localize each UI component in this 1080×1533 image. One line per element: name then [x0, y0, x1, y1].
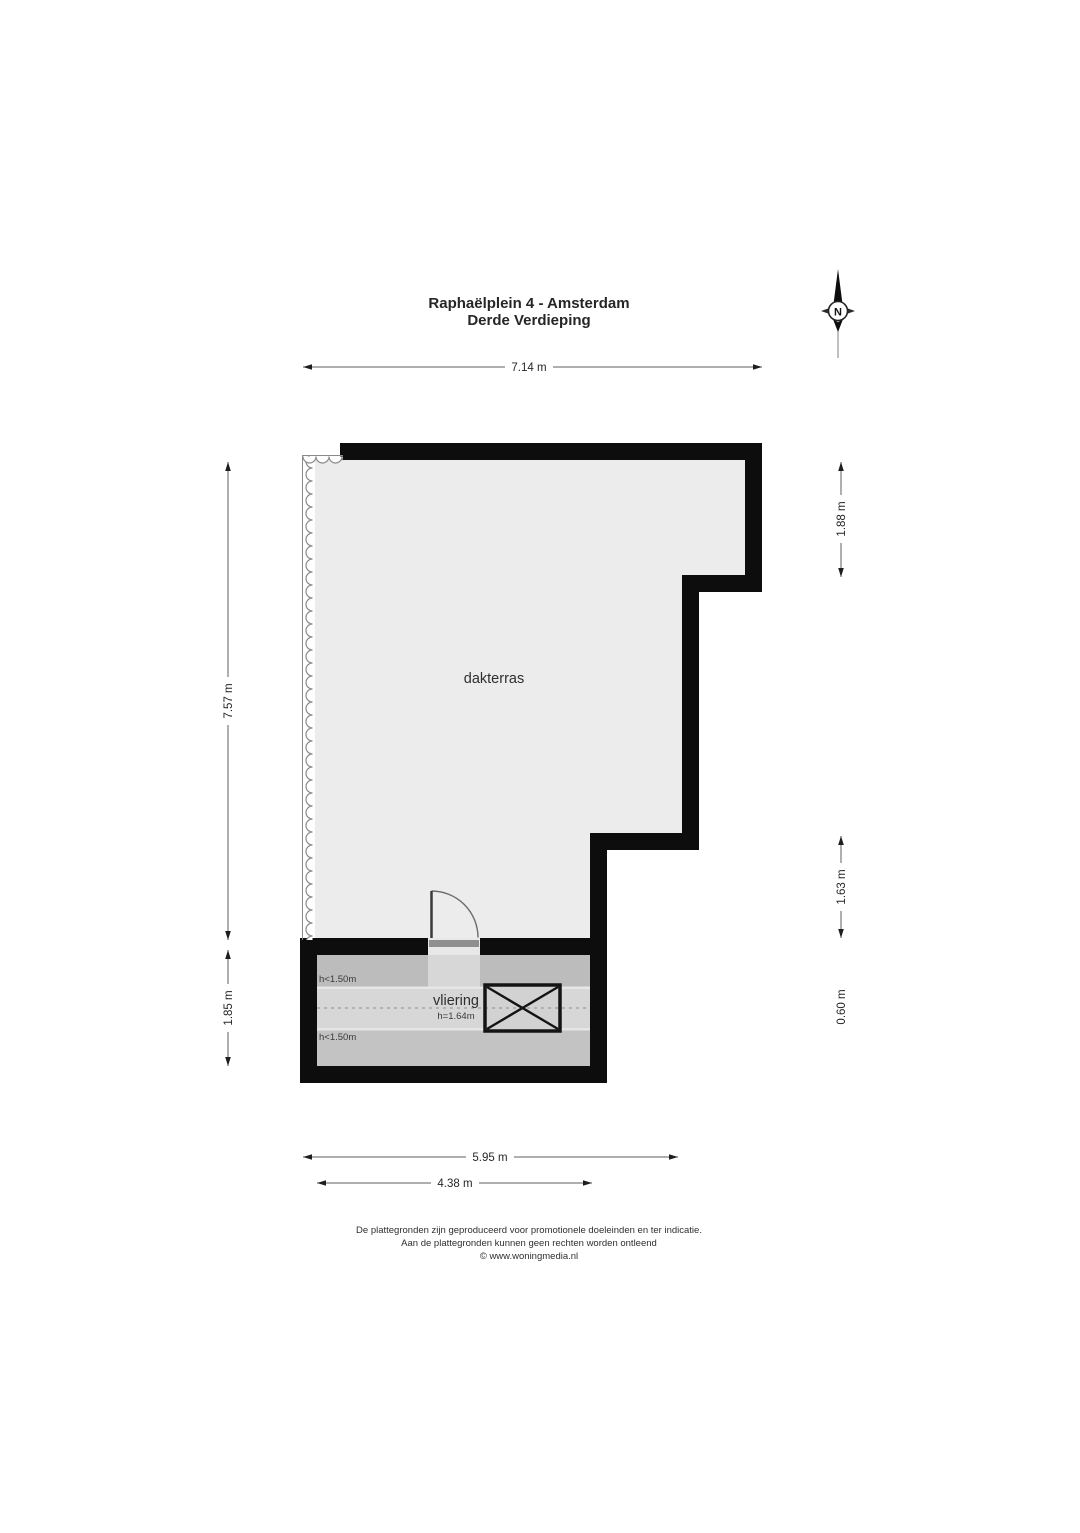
- dimension-top-width: [303, 360, 762, 374]
- page-title: [0, 295, 1058, 329]
- svg-text:1.63 m: 1.63 m: [836, 869, 848, 905]
- vliering-label: vliering: [433, 993, 479, 1009]
- title-address: Raphaëlplein 4 - Amsterdam: [428, 295, 630, 312]
- disclaimer-line-1: De plattegronden zijn geproduceerd voor promotionele doeleinden en ter indicatie.: [356, 1225, 702, 1236]
- dimension-left-height-upper: [221, 462, 235, 940]
- wall-segment: [745, 443, 762, 592]
- title-floor: Derde Verdieping: [467, 312, 591, 329]
- low-headroom-band-bottom: [317, 1031, 590, 1067]
- disclaimer-line-2: Aan de plattegronden kunnen geen rechten worden ontleend: [401, 1238, 657, 1249]
- svg-text:7.57 m: 7.57 m: [223, 683, 235, 719]
- vliering-ridge-height-label: h=1.64m: [437, 1011, 475, 1022]
- dimension-right-height-upper: [834, 462, 848, 577]
- svg-text:7.14 m: 7.14 m: [511, 362, 547, 374]
- dimension-right-height-lower: [836, 989, 848, 1024]
- low-headroom-label-top: h<1.50m: [319, 974, 357, 985]
- compass-north-label: N: [834, 306, 842, 319]
- wall-segment: [300, 938, 428, 955]
- svg-text:4.38 m: 4.38 m: [437, 1178, 473, 1190]
- low-headroom-label-bottom: h<1.50m: [319, 1032, 357, 1043]
- dakterras-label: dakterras: [463, 671, 525, 687]
- wall-segment: [480, 938, 590, 955]
- svg-text:1.85 m: 1.85 m: [223, 990, 235, 1026]
- dimension-right-height-middle: [834, 836, 848, 938]
- wall-segment: [340, 443, 762, 460]
- svg-text:1.88 m: 1.88 m: [836, 501, 848, 537]
- wall-segment: [300, 938, 317, 1083]
- dimension-bottom-width-outer: [303, 1150, 678, 1164]
- wall-segment: [300, 1066, 607, 1083]
- dimension-left-height-lower: [221, 950, 235, 1066]
- door-threshold: [429, 940, 479, 947]
- wall-segment: [682, 575, 699, 850]
- disclaimer: [0, 1224, 1058, 1263]
- wall-segment: [590, 833, 607, 1083]
- dimension-bottom-width-inner: [317, 1176, 592, 1190]
- door-passage-strip: [428, 955, 480, 988]
- disclaimer-line-3: © www.woningmedia.nl: [479, 1251, 579, 1262]
- svg-text:0.60 m: 0.60 m: [836, 989, 848, 1025]
- svg-text:5.95 m: 5.95 m: [472, 1152, 508, 1164]
